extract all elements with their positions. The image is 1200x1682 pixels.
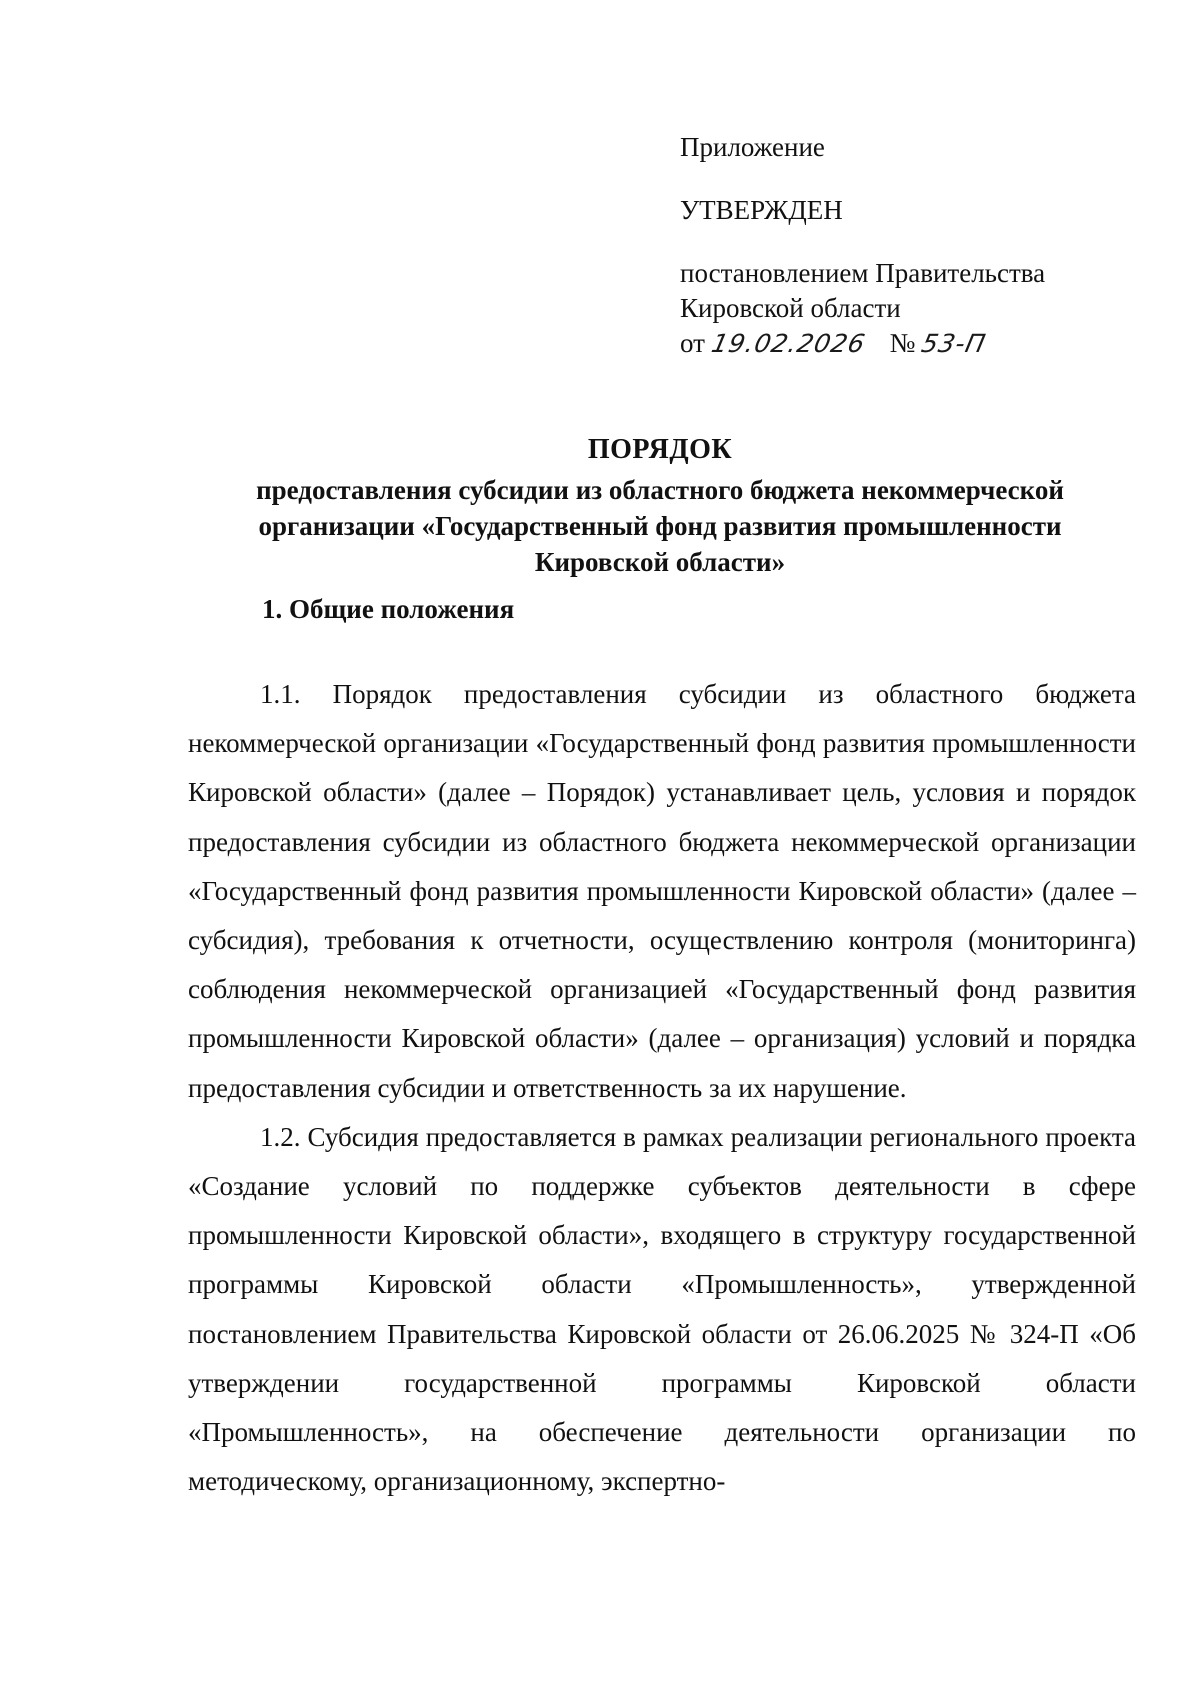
appendix-label: Приложение [680,132,825,162]
date-prefix: от [680,328,705,358]
handwritten-number: 53-П [919,329,989,358]
paragraph-1-2: 1.2. Субсидия предоставляется в рамках реализации регионального проекта «Создание условий по поддержке субъектов деятельности в сфере промышленности Кировской области», входящего в структуру государственной программы Кировской области «Промышленность», утвержденной постановлением Правительства Кировской области от 26.06.2025 № 324-П «Об утверждении государственной программы Кировской области «Промышленность», на обеспечение деятельности организации по методическому, организационному, экспертно- [188,1121,1136,1497]
number-sign: № [889,328,916,358]
approved-by-line-2: Кировской области [680,293,901,323]
paragraph-1-1: 1.1. Порядок предоставления субсидии из областного бюджета некоммерческой организации «Государственный фонд развития промышленности Кировской области» (далее – Порядок) устанавливает цель, условия и порядок предоставления субсидии из областного бюджета некоммерческой организации «Государственный фонд развития промышленности Кировской области» (далее – субсидия), требования к отчетности, осуществлению контроля (мониторинга) соблюдения некоммерческой организацией «Государственный фонд развития промышленности Кировской области» (далее – организация) условий и порядка предоставления субсидии и ответственность за их нарушение. [188,679,1136,1103]
section-heading: 1. Общие положения [262,594,515,624]
approval-stamp-block [680,130,1120,361]
document-title [180,432,1140,580]
handwritten-date: 19.02.2026 [708,329,868,358]
document-body [188,670,1136,1506]
title-main: ПОРЯДОК [587,434,733,465]
title-line-1: предоставления субсидии из областного бюджета некоммерческой [256,475,1064,505]
approved-by-line-1: постановлением Правительства [680,258,1046,288]
title-line-2: организации «Государственный фонд развития промышленности [258,511,1062,541]
approved-label: УТВЕРЖДЕН [680,195,843,225]
approval-date-number-line [680,326,1120,361]
title-line-3: Кировской области» [534,547,786,577]
